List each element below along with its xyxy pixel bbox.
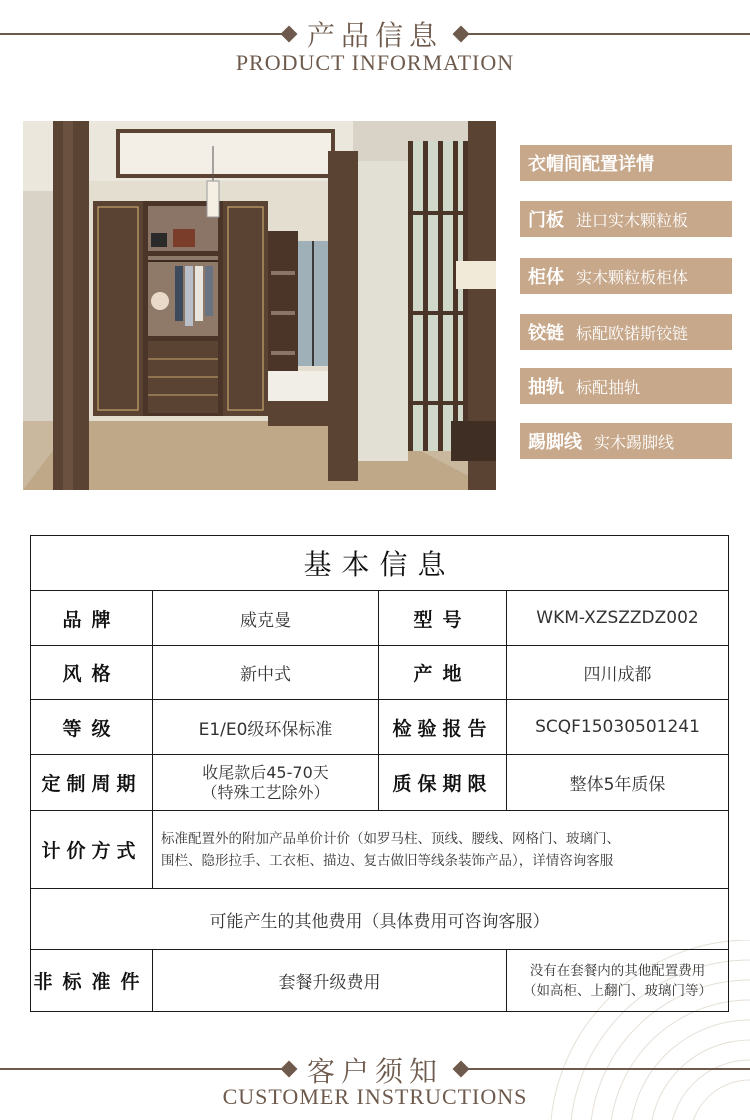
config-item-key: 柜体: [528, 267, 564, 288]
period-line-2: （特殊工艺除外）: [201, 782, 330, 802]
customer-instructions-title: 客户须知: [306, 1055, 443, 1088]
grade-value: E1/E0级环保标准: [153, 700, 379, 755]
report-label: 检验报告: [379, 700, 507, 755]
model-label: 型号: [379, 591, 507, 646]
config-item-hinge: [520, 314, 732, 350]
warranty-value: 整体5年质保: [507, 755, 729, 811]
config-item-drawer-rail: [520, 368, 732, 404]
report-value: SCQF15030501241: [507, 700, 729, 755]
other-fees-row: 可能产生的其他费用（具体费用可咨询客服）: [31, 889, 729, 950]
customer-instructions-subtitle: CUSTOMER INSTRUCTIONS: [222, 1084, 528, 1109]
grade-label: 等级: [31, 700, 153, 755]
product-info-header: [0, 0, 750, 90]
config-item-door-panel: [520, 201, 732, 237]
pricing-line-2: 围栏、隐形拉手、工衣柜、描边、复古做旧等线条装饰产品），详情咨询客服: [161, 852, 614, 869]
nonstd-label: 非标准件: [31, 950, 153, 1012]
style-value: 新中式: [153, 646, 379, 700]
basic-info-table: [30, 535, 729, 1012]
product-photo: [23, 121, 496, 490]
product-info-subtitle: PRODUCT INFORMATION: [235, 50, 515, 75]
brand-value: 威克曼: [153, 591, 379, 646]
config-item-skirting: [520, 423, 732, 459]
nonstd-note: [507, 950, 729, 1012]
config-item-value: 标配抽轨: [576, 377, 641, 397]
pricing-value: [153, 811, 729, 889]
walk-in-closet-illustration: [23, 121, 496, 490]
style-label: 风格: [31, 646, 153, 700]
config-item-value: 标配欧锘斯铰链: [576, 323, 689, 343]
warranty-label: 质保期限: [379, 755, 507, 811]
product-info-title: 产品信息: [306, 19, 443, 52]
config-header: 衣帽间配置详情: [520, 145, 732, 181]
config-item-key: 门板: [528, 210, 564, 231]
origin-value: 四川成都: [507, 646, 729, 700]
customer-instructions-header: [0, 1040, 750, 1120]
period-value: [153, 755, 379, 811]
basic-info-title: 基本信息: [31, 536, 729, 591]
config-item-key: 抽轨: [528, 377, 564, 398]
nonstd-note-line-2: （如高柜、上翻门、玻璃门等）: [523, 982, 712, 999]
pricing-label: 计价方式: [31, 811, 153, 889]
config-item-key: 铰链: [528, 323, 564, 344]
config-item-key: 踢脚线: [528, 432, 582, 453]
period-label: 定制周期: [31, 755, 153, 811]
brand-label: 品牌: [31, 591, 153, 646]
model-value: WKM-XZSZZDZ002: [507, 591, 729, 646]
config-item-value: 进口实木颗粒板: [576, 210, 689, 230]
config-item-value: 实木颗粒板柜体: [576, 267, 689, 287]
period-line-1: 收尾款后45-70天: [202, 762, 329, 782]
origin-label: 产地: [379, 646, 507, 700]
pricing-line-1: 标准配置外的附加产品单价计价（如罗马柱、顶线、腰线、网格门、玻璃门、: [161, 830, 620, 847]
nonstd-note-line-1: 没有在套餐内的其他配置费用: [529, 962, 706, 979]
header-rule-right: [468, 1068, 750, 1070]
config-item-value: 实木踢脚线: [594, 432, 675, 452]
header-rule-right: [468, 33, 750, 35]
nonstd-value: 套餐升级费用: [153, 950, 507, 1012]
config-item-cabinet: [520, 258, 732, 294]
